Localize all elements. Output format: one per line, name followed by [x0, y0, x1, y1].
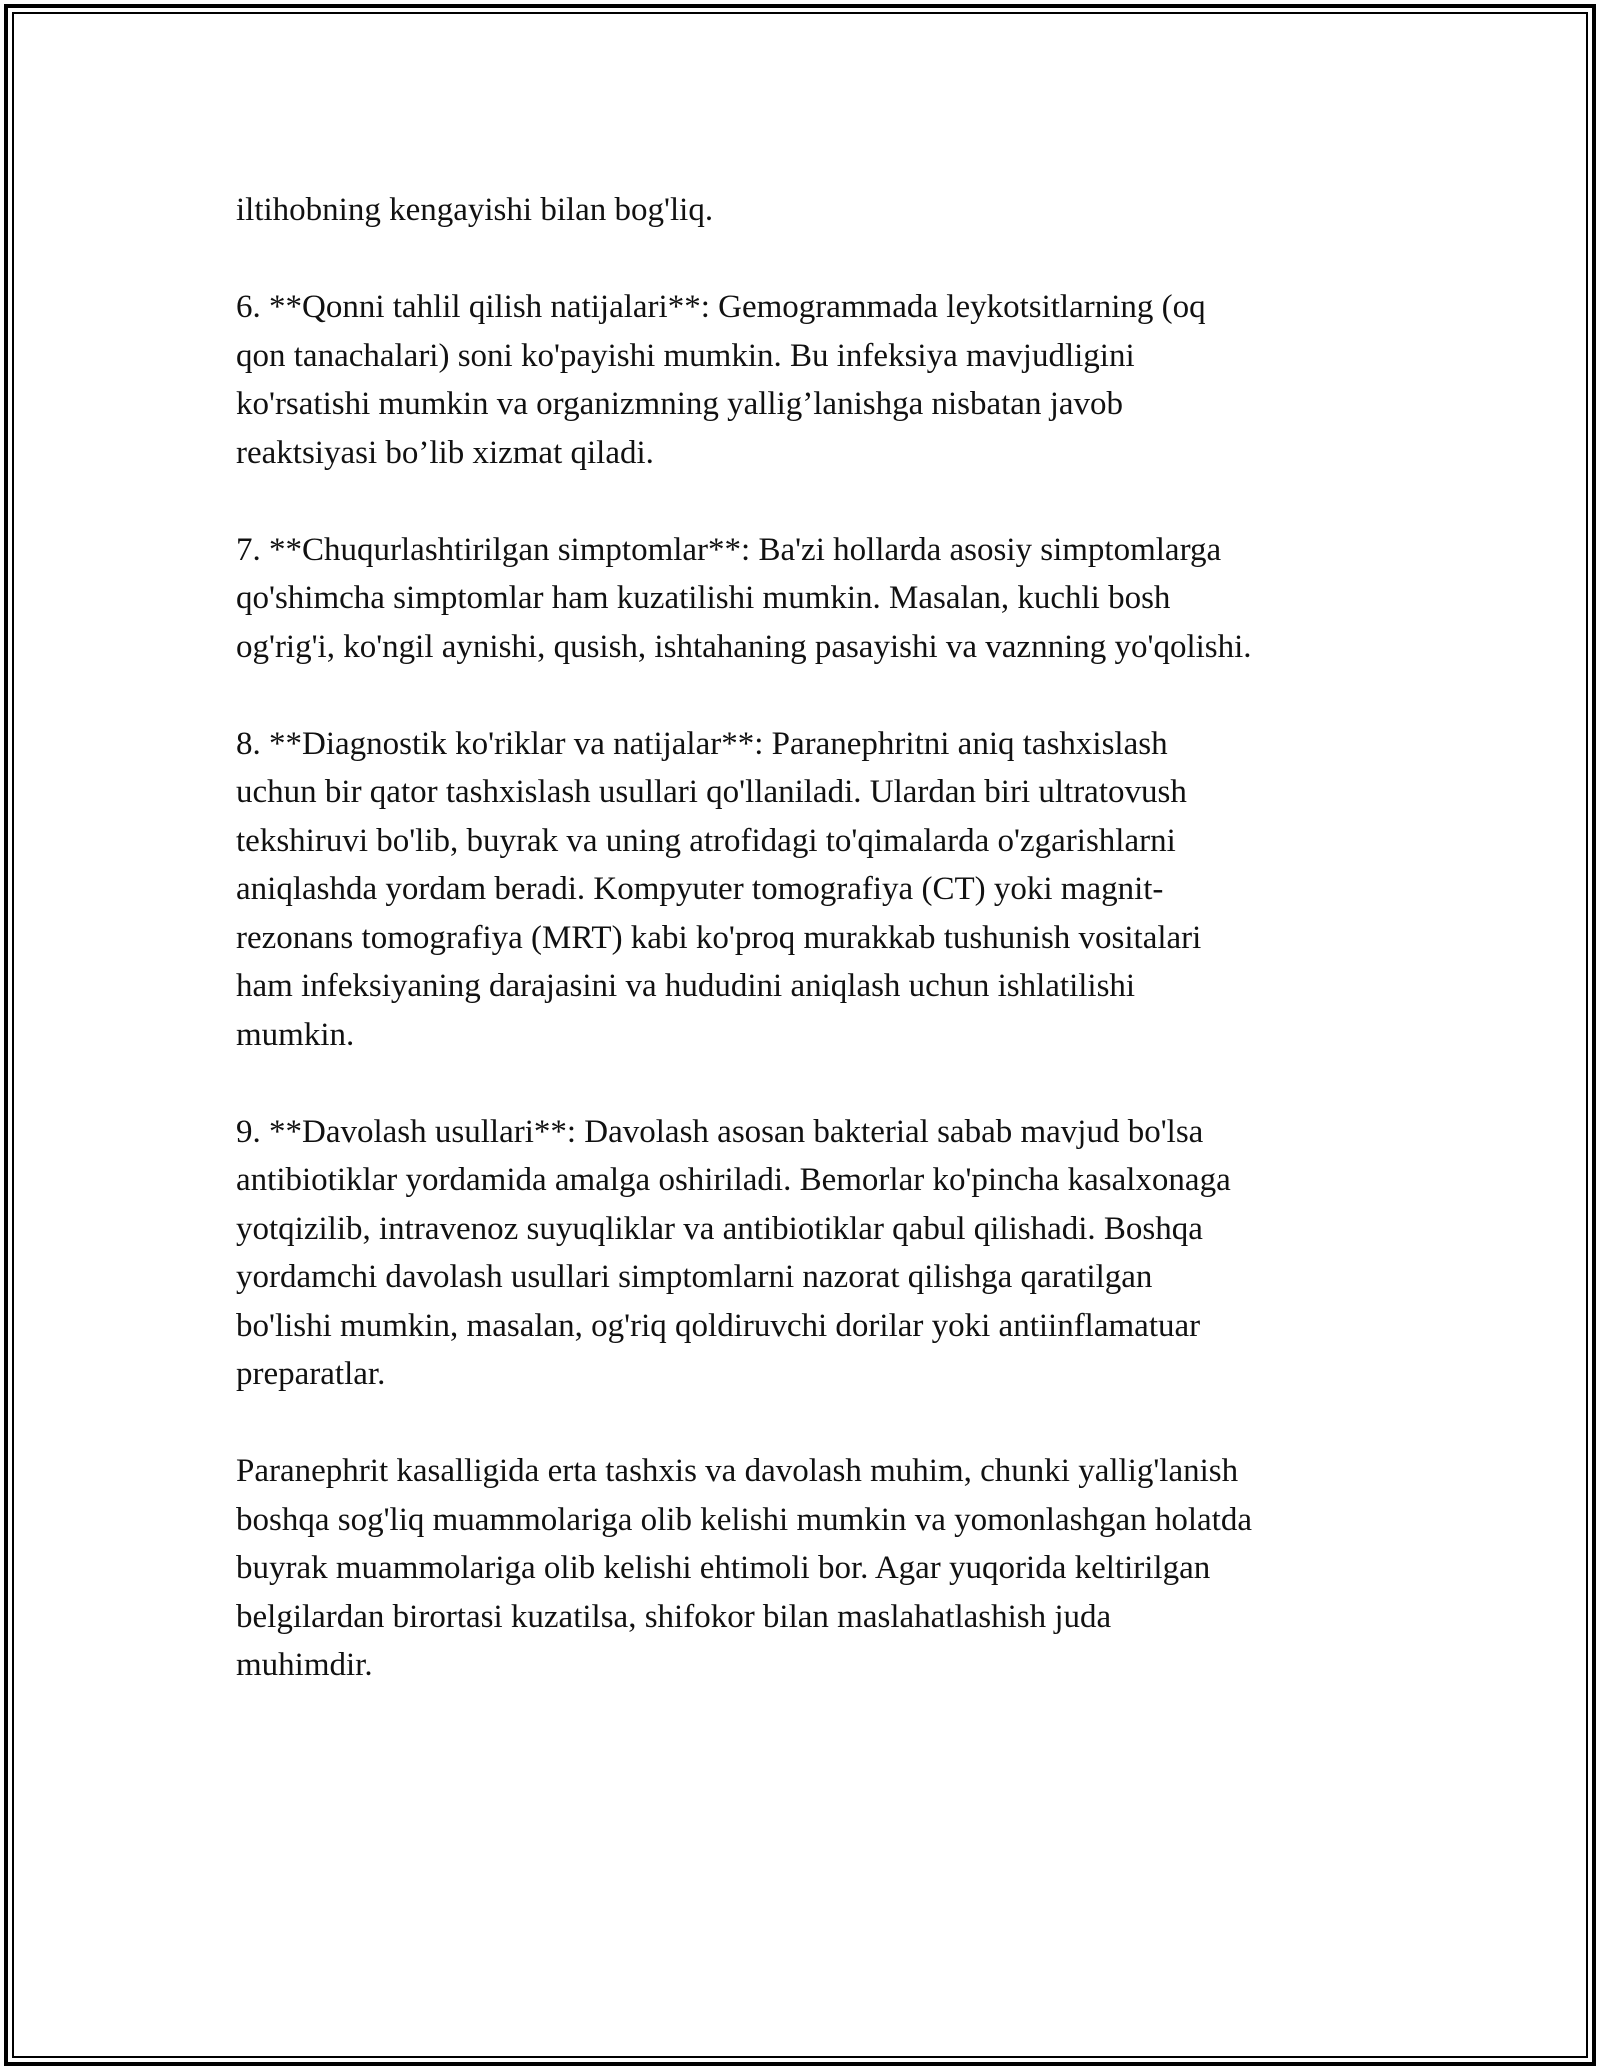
paragraph-conclusion: Paranephrit kasalligida erta tashxis va davolash muhim, chunki yallig'lanish boshqa sog'liq muammolariga olib kelishi mumkin va yomonlashgan holatda buyrak muammolariga olib kelishi ehtimoli bor. Agar yuqorida keltirilgan belgilardan birortasi kuzatilsa, shifokor bilan maslahatlashish juda muhimdir.	[236, 1453, 1252, 1683]
paragraph-continuation: iltihobning kengayishi bilan bog'liq.	[236, 192, 714, 228]
paragraph-blood-test-results: 6. **Qonni tahlil qilish natijalari**: Gemogrammada leykotsitlarning (oq qon tanachalari) soni ko'payishi mumkin. Bu infeksiya mavjudligini ko'rsatishi mumkin va organizmning yallig’lanishga nisbatan javob reaktsiyasi bo’lib xizmat qiladi.	[236, 289, 1206, 471]
paragraph-treatment-methods: 9. **Davolash usullari**: Davolash asosan bakterial sabab mavjud bo'lsa antibiotiklar yordamida amalga oshiriladi. Bemorlar ko'pincha kasalxonaga yotqizilib, intravenoz suyuqliklar va antibiotiklar qabul qilishadi. Boshqa yordamchi davolash usullari simptomlarni nazorat qilishga qaratilgan bo'lishi mumkin, masalan, og'riq qoldiruvchi dorilar yoki antiinflamatuar preparatlar.	[236, 1113, 1231, 1392]
paragraph-diagnostics: 8. **Diagnostik ko'riklar va natijalar**: Paranephritni aniq tashxislash uchun bir qator tashxislash usullari qo'llaniladi. Ulardan biri ultratovush tekshiruvi bo'lib, buyrak va uning atrofidagi to'qimalarda o'zgarishlarni aniqlashda yordam beradi. Kompyuter tomografiya (CT) yoki magnit- rezonans tomografiya (MRT) kabi ko'proq murakkab tushunish vositalari ham infeksiyaning darajasini va hududini aniqlash uchun ishlatilishi mumkin.	[236, 725, 1202, 1053]
document-body	[236, 186, 1386, 1738]
paragraph-advanced-symptoms: 7. **Chuqurlashtirilgan simptomlar**: Ba'zi hollarda asosiy simptomlarga qo'shimcha simptomlar ham kuzatilishi mumkin. Masalan, kuchli bosh og'rig'i, ko'ngil aynishi, qusish, ishtahaning pasayishi va vaznning yo'qolishi.	[236, 531, 1252, 665]
